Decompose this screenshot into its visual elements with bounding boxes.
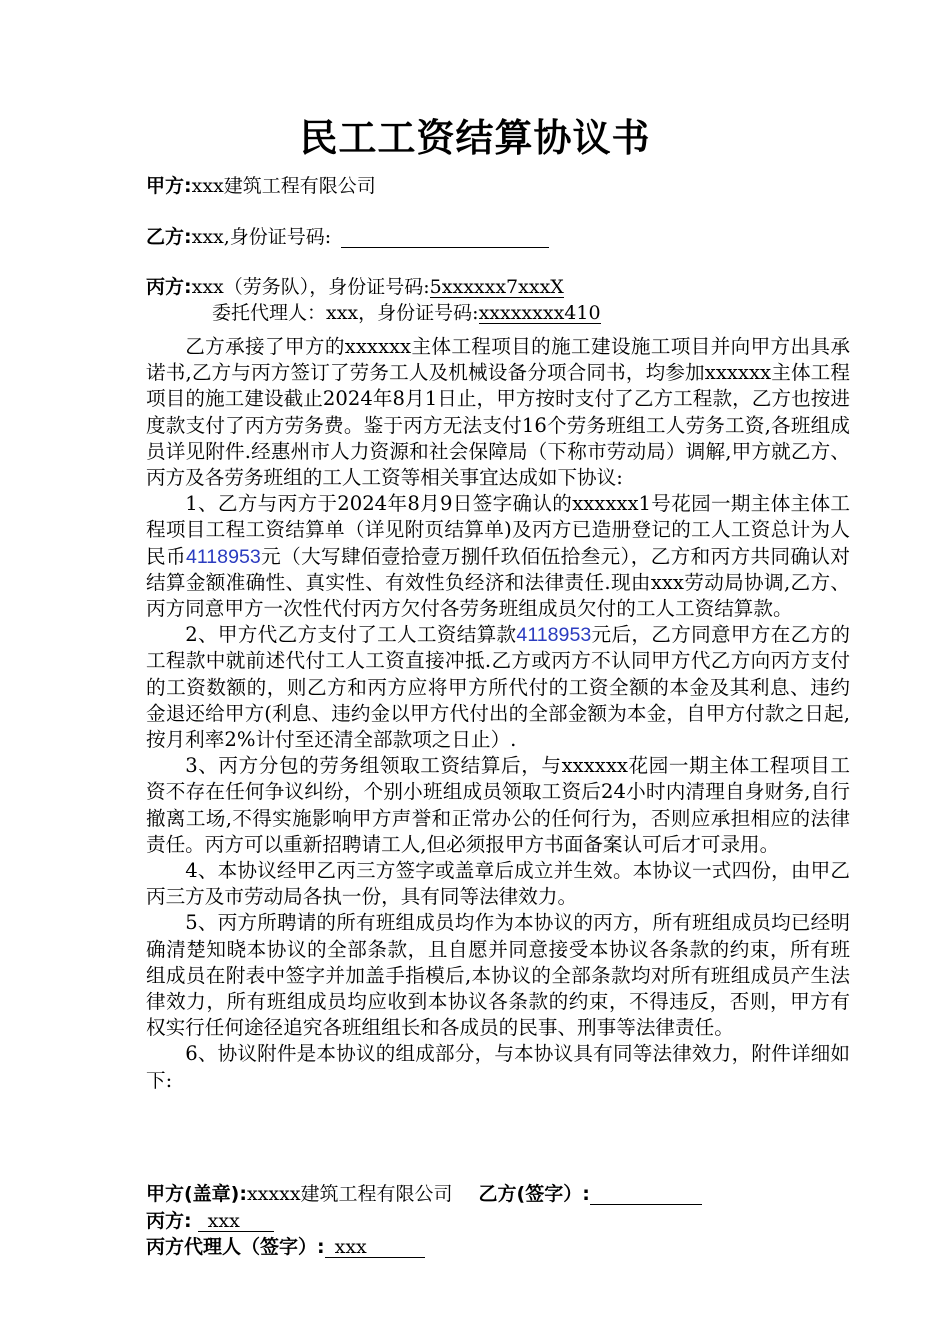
party-a-value: xxx建筑工程有限公司 [191, 175, 376, 197]
signature-line-agent [146, 1234, 425, 1260]
clause-2-text-b: 元后，乙方同意甲方在乙方的工程款中就前述代付工人工资直接冲抵.乙方或丙方不认同甲方代乙方向丙方支付的工资数额的，则乙方和丙方应将甲方所代付的工资全额的本金及其利息、违约金退还给甲方(利息、违约金以甲方代付出的全部金额为本金，自甲方付款之日起,按月利率2%计付至还清全部款项之日止）. [146, 623, 850, 752]
sign-agent-label: 丙方代理人（签字）: [146, 1236, 325, 1258]
party-b-line [146, 224, 549, 250]
clause-1-amount: 4118953 [185, 545, 261, 568]
party-c-agent-id: xxxxxxxx410 [478, 302, 601, 324]
agreement-body [146, 334, 850, 1094]
clause-4: 4、本协议经甲乙丙三方签字或盖章后成立并生效。本协议一式四份，由甲乙丙三方及市劳动局各执一份，具有同等法律效力。 [146, 859, 850, 909]
party-b-value: xxx,身份证号码: [191, 226, 332, 248]
sign-party-b-blank [590, 1184, 702, 1205]
signature-line-c [146, 1208, 274, 1234]
sign-agent-value: xxx [325, 1237, 425, 1258]
clause-2 [146, 622, 850, 753]
signature-line-ab [146, 1181, 702, 1207]
party-b-id-blank [341, 227, 549, 248]
clause-2-amount: 4118953 [516, 624, 592, 647]
party-c-label: 丙方: [146, 276, 192, 298]
party-c-line [146, 274, 564, 300]
party-c-agent-line [212, 300, 601, 326]
document-title: 民工工资结算协议书 [299, 115, 651, 160]
sign-party-b-label: 乙方(签字）: [478, 1183, 590, 1205]
preamble-paragraph: 乙方承接了甲方的xxxxxx主体工程项目的施工建设施工项目并向甲方出具承诺书,乙方与丙方签订了劳务工人及机械设备分项合同书，均参加xxxxxx主体工程项目的施工建设截止2024年8月1日止，甲方按时支付了乙方工程款，乙方也按进度款支付了丙方劳务费。鉴于丙方无法支付16个劳务班组工人劳务工资,各班组成员详见附件.经惠州市人力资源和社会保障局（下称市劳动局）调解,甲方就乙方、丙方及各劳务班组的工人工资等相关事宜达成如下协议: [146, 335, 850, 490]
clause-1 [146, 491, 850, 622]
party-b-label: 乙方: [146, 226, 192, 248]
clause-6: 6、协议附件是本协议的组成部分，与本协议具有同等法律效力，附件详细如下: [146, 1042, 850, 1092]
sign-party-a-value: xxxxx建筑工程有限公司 [246, 1183, 453, 1205]
party-c-agent-text: 委托代理人：xxx，身份证号码: [212, 302, 479, 324]
party-a-label: 甲方: [146, 175, 192, 197]
party-c-id-number: 5xxxxxx7xxxX [429, 276, 564, 298]
sign-party-c-value: xxx [198, 1211, 274, 1232]
clause-3: 3、丙方分包的劳务组领取工资结算后，与xxxxxx花园一期主体工程项目工资不存在任何争议纠纷，个别小班组成员领取工资后24小时内清理自身财务,自行撤离工场,不得实施影响甲方声誉和正常办公的任何行为，否则应承担相应的法律责任。丙方可以重新招聘请工人,但必须报甲方书面备案认可后才可录用。 [146, 754, 850, 856]
clause-1-text-b: 元（大写肆佰壹拾壹万捌仟玖佰伍拾叁元），乙方和丙方共同确认对结算金额准确性、真实性、有效性负经济和法律责任.现由xxx劳动局协调,乙方、丙方同意甲方一次性代付丙方欠付各劳务班组成员欠付的工人工资结算款。 [146, 544, 850, 621]
clause-5: 5、丙方所聘请的所有班组成员均作为本协议的丙方，所有班组成员均已经明确清楚知晓本协议的全部条款，且自愿并同意接受本协议各条款的约束，所有班组成员在附表中签字并加盖手指模后,本协议的全部条款均对所有班组成员产生法律效力，所有班组成员均应收到本协议各条款的约束，不得违反，否则，甲方有权实行任何途径追究各班组组长和各成员的民事、刑事等法律责任。 [146, 911, 850, 1040]
sign-party-a-label: 甲方(盖章): [146, 1183, 247, 1205]
sign-party-c-label: 丙方: [146, 1210, 192, 1232]
clause-1-text-a: 1、乙方与丙方于2024年8月9日签字确认的xxxxxx1号花园一期主体主体工程项目工程工资结算单（详见附页结算单)及丙方已造册登记的工人工资总计为人民币 [146, 492, 850, 568]
party-c-value: xxx（劳务队），身份证号码: [191, 276, 430, 298]
party-a-line [146, 173, 376, 199]
clause-2-text-a: 2、甲方代乙方支付了工人工资结算款 [185, 623, 517, 647]
